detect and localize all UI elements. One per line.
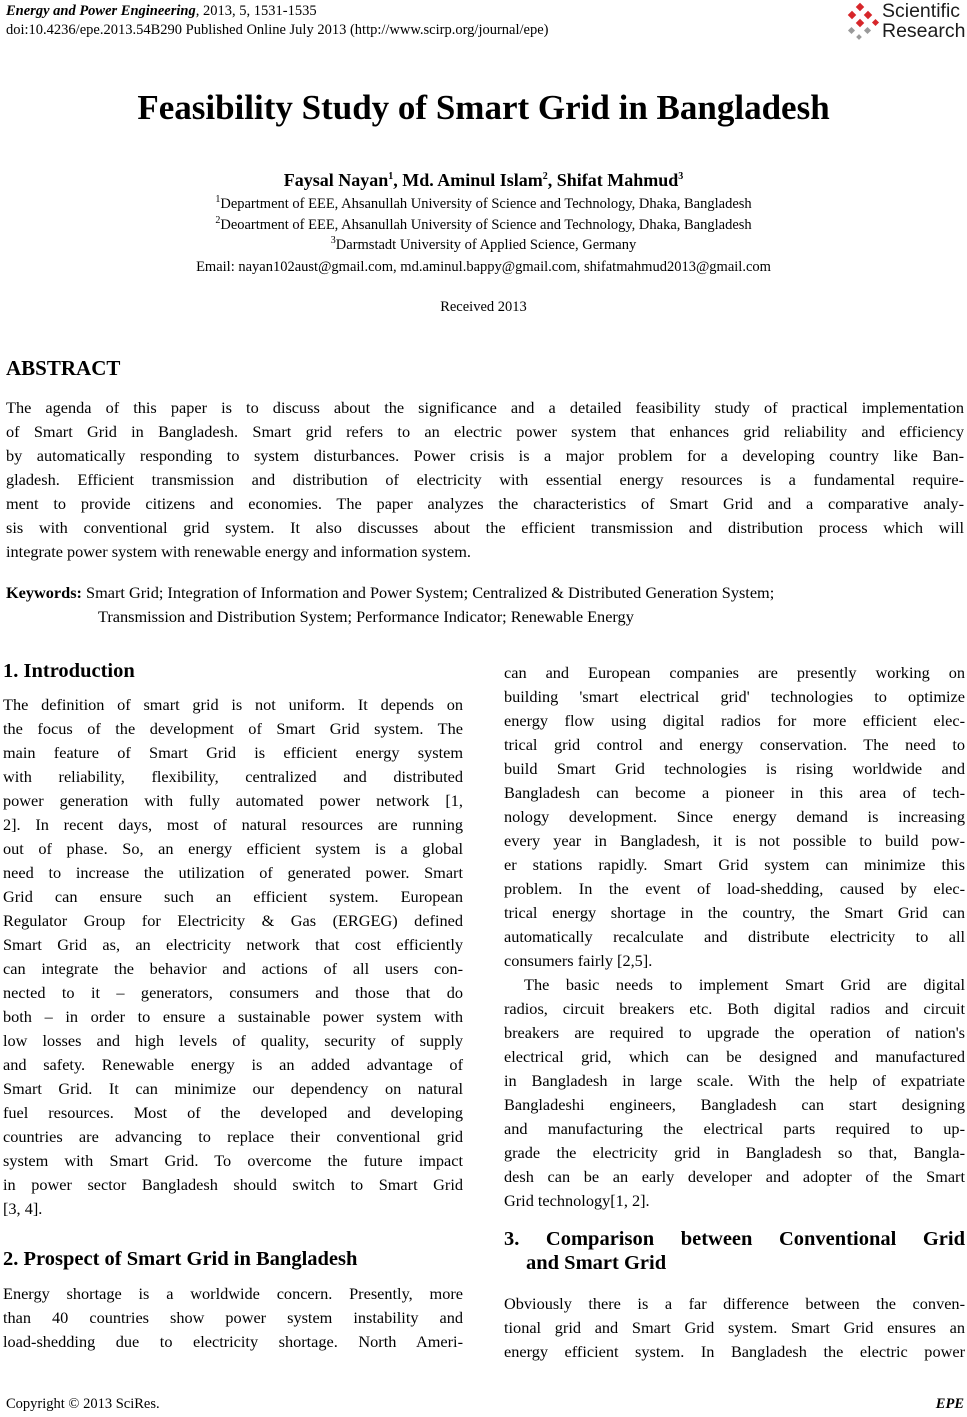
affiliation: $^2$Deoartment of EEE, Ahsanullah University of Science and Technology, Dhaka, Bangladesh bbox=[215, 215, 752, 233]
author-affil-mark: 2 bbox=[542, 171, 548, 182]
abstract-heading: ABSTRACT bbox=[6, 356, 121, 380]
text-line: integrate power system with renewable energy and information system. bbox=[6, 542, 471, 561]
text-line: The agenda of this paper is to discuss about the significance and a detailed feasibility study of practical implementation bbox=[6, 398, 964, 417]
text-line: sis with conventional grid system. It also discusses about the efficient transmission and distribution process which will bbox=[6, 518, 964, 537]
section-body: The definition of smart grid is not uniform. It depends on the focus of the development of Smart Grid system. The main feature of Smart Grid is efficient energy system with reliability, flexibility, centralized and distributed power generation with fully automated power network [1, 2]. In recent days, most of natural resources are running out of phase. So, an energy efficient system is a global need to increase the utilization of generated power. Smart Grid can ensure such an efficient system. European Regulator Group for Electricity & Gas (ERGEG) defined Smart Grid as, an electricity network that cost efficiently can integrate the behavior and actions of all users con- nected to it – generators, consumers and those that do both – in order to ensure a sustainable power system with low losses and high levels of quality, security of supply and safety. Renewable energy is an added advantage of Smart Grid. It can minimize our dependency on natural fuel resources. Most of the developed and developing countries are advancing to replace their conventional grid system with Smart Grid. To overcome the future impact in power sector Bangladesh should switch to Smart Grid [3, 4]. bbox=[3, 695, 463, 1218]
author-name: Faysal Nayan bbox=[283, 170, 389, 190]
publisher-logo bbox=[843, 0, 966, 44]
section-heading: 1. Introduction bbox=[3, 660, 135, 682]
running-header bbox=[6, 2, 549, 40]
journal-name: Energy and Power Engineering bbox=[6, 3, 196, 19]
text-line: of Smart Grid in Bangladesh. Smart grid refers to an electric power system that enhances grid reliability and efficiency bbox=[6, 422, 964, 441]
text-line: by automatically responding to system disturbances. Power crisis is a major problem for a developing country like Ban- bbox=[6, 446, 964, 465]
author-affil-mark: 1 bbox=[388, 171, 394, 182]
text-line: gladesh. Efficient transmission and distribution of electricity with essential energy resources is a fundamental require- bbox=[6, 470, 964, 489]
logo-text: Scientific Research bbox=[882, 0, 966, 42]
email-line: Email: nayan102aust@gmail.com, md.aminul.bappy@gmail.com, shifatmahmud2013@gmail.com bbox=[196, 259, 771, 275]
keywords-label: Keywords: bbox=[6, 583, 82, 602]
author-name: , Shifat Mahmud bbox=[547, 170, 679, 190]
keywords: Keywords: Smart Grid; Integration of Information and Power System; Centralized & Distributed Generation System; Transmission and Distribution System; Performance Indicator; Renewable Energy bbox=[6, 583, 775, 626]
section-heading: 2. Prospect of Smart Grid in Bangladesh bbox=[3, 1248, 358, 1270]
doi-line: doi:10.4236/epe.2013.54B290 Published Online July 2013 (http://www.scirp.org/journal/epe) bbox=[6, 22, 549, 38]
paper-title: Feasibility Study of Smart Grid in Bangladesh bbox=[137, 88, 830, 127]
logo-dots-icon bbox=[843, 2, 883, 42]
author-list bbox=[0, 170, 967, 191]
section-body: can and European companies are presently working on building 'smart electrical grid' technologies to optimize energy flow using digital radios for more efficient elec- trical grid control and energy conservation. The need to build Smart Grid technologies is rising worldwide and Bangladesh can become a pioneer in this area of tech- nology development. Since energy demand is increasing every year in Bangladesh, it is not possible to build pow- er stations rapidly. Smart Grid system can minimize this problem. In the event of load-shedding, caused by elec- trical energy shortage in the country, the Smart Grid can automatically recalculate and distribute electricity to all consumers fairly [2,5]. The basic needs to implement Smart Grid are digital radios, circuit breakers etc. Both digital radios and circuit breakers are required to upgrade the operation of nation's electrical grid, which can be designed and manufactured in Bangladesh in large scale. With the help of expatriate Bangladeshi engineers, Bangladesh can start designing and manufacturing the electrical parts required to up- grade the electricity grid in Bangladesh so that, Bangla- desh can be an early developer and adopter of the Smart Grid technology[1, 2]. bbox=[504, 663, 965, 1210]
affiliation: $^1$Department of EEE, Ahsanullah University of Science and Technology, Dhaka, Bangladesh bbox=[215, 194, 752, 212]
author-name: , Md. Aminul Islam bbox=[393, 170, 543, 190]
section-body: Obviously there is a far difference between the conven- tional grid and Smart Grid system. Smart Grid ensures an energy efficient system. In Bangladesh the electric power bbox=[504, 1294, 965, 1361]
author-affil-mark: 3 bbox=[678, 171, 684, 182]
section-body: Energy shortage is a worldwide concern. Presently, more than 40 countries show power system instability and load-shedding due to electricity shortage. North Ameri- bbox=[3, 1284, 463, 1351]
section-heading: 3. Comparison between Conventional Grid and Smart Grid bbox=[504, 1228, 965, 1274]
abstract-body bbox=[6, 396, 964, 564]
journal-abbreviation: EPE bbox=[935, 1396, 964, 1412]
copyright-footer: Copyright © 2013 SciRes. bbox=[6, 1396, 160, 1412]
received-date: Received 2013 bbox=[440, 299, 527, 315]
text-line: ment to provide citizens and economies. The paper analyzes the characteristics of Smart Grid and a comparative analy- bbox=[6, 494, 964, 513]
citation-info: , 2013, 5, 1531-1535 bbox=[195, 3, 317, 19]
affiliation: $^3$Darmstadt University of Applied Science, Germany bbox=[330, 235, 637, 253]
